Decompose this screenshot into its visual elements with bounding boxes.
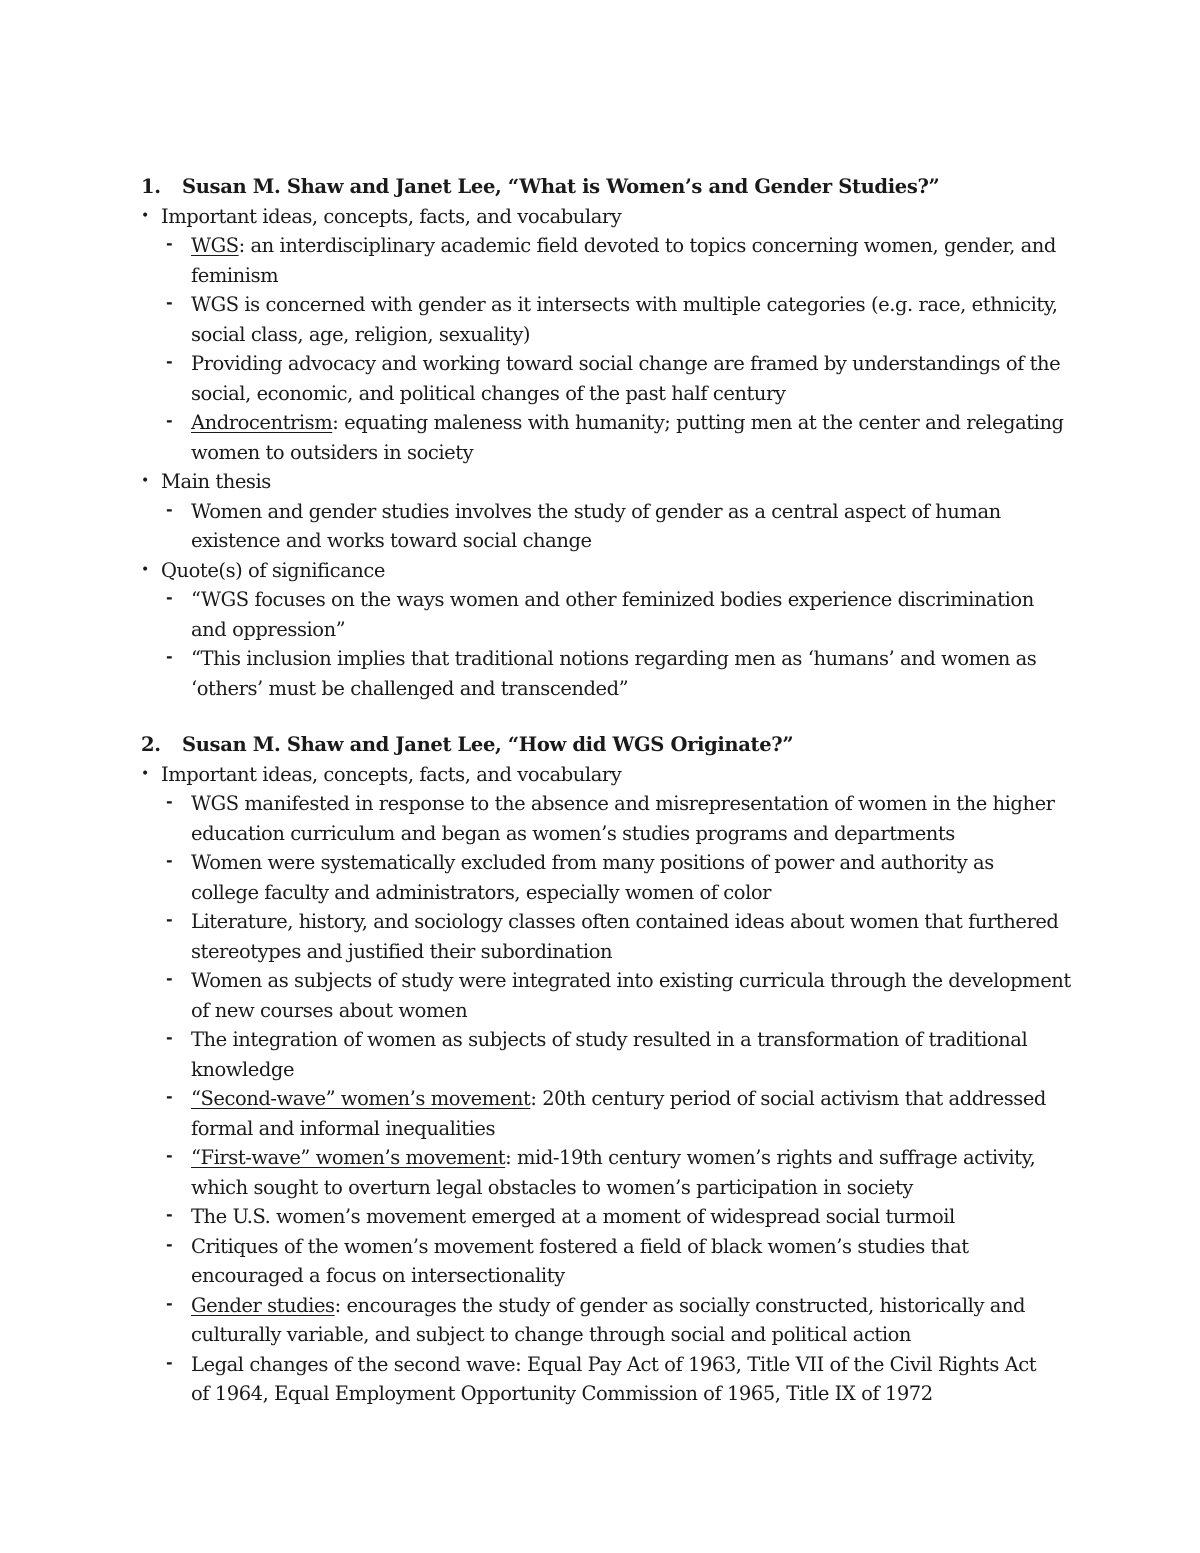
term: Androcentrism bbox=[191, 411, 333, 434]
bullet-item bbox=[0, 467, 1200, 497]
sub-text-cont: encouraged a focus on intersectionality bbox=[191, 1264, 565, 1287]
sub-text: “WGS focuses on the ways women and other feminized bodies experience discrimination bbox=[191, 588, 1034, 611]
dash-icon: - bbox=[166, 910, 173, 929]
term: “Second-wave” women’s movement bbox=[191, 1087, 531, 1110]
section-number: 1. bbox=[141, 175, 161, 198]
sub-text: Critiques of the women’s movement fostered a field of black women’s studies that bbox=[191, 1234, 969, 1258]
sub-text-cont: college faculty and administrators, especially women of color bbox=[191, 880, 772, 904]
dash-icon: - bbox=[166, 1234, 173, 1254]
dash-icon: - bbox=[166, 1205, 173, 1224]
sub-text-cont: of 1964, Equal Employment Opportunity Commission of 1965, Title IX of 1972 bbox=[191, 1382, 933, 1405]
dash-icon: - bbox=[166, 1087, 173, 1106]
sub-text: : encourages the study of gender as socially constructed, historically and bbox=[334, 1293, 1026, 1317]
dash-icon: - bbox=[166, 647, 173, 666]
sub-item bbox=[0, 1202, 1200, 1232]
bullet-label: Important ideas, concepts, facts, and vocabulary bbox=[161, 204, 622, 228]
sub-item bbox=[0, 497, 1200, 556]
sub-item bbox=[0, 966, 1200, 1025]
bullet-icon: • bbox=[141, 207, 149, 224]
sub-item bbox=[0, 1350, 1200, 1409]
dash-icon: - bbox=[166, 851, 173, 870]
term: Gender studies bbox=[191, 1293, 335, 1317]
sub-item bbox=[0, 1291, 1200, 1350]
sub-text-cont: social class, age, religion, sexuality) bbox=[191, 322, 531, 346]
sub-text: WGS is concerned with gender as it intersects with multiple categories (e.g. race, ethnicity, bbox=[191, 293, 1058, 316]
sub-item bbox=[0, 349, 1200, 408]
sub-text: Legal changes of the second wave: Equal Pay Act of 1963, Title VII of the Civil Rights Act bbox=[191, 1352, 1037, 1376]
sub-item bbox=[0, 231, 1200, 290]
section-title: Susan M. Shaw and Janet Lee, “What is Women’s and Gender Studies?” bbox=[182, 175, 940, 198]
sub-text-cont: ‘others’ must be challenged and transcended” bbox=[191, 676, 629, 700]
sub-text: Women and gender studies involves the study of gender as a central aspect of human bbox=[191, 499, 1001, 523]
section-title: Susan M. Shaw and Janet Lee, “How did WGS Originate?” bbox=[182, 733, 794, 756]
bullet-icon: • bbox=[141, 765, 149, 782]
dash-icon: - bbox=[166, 1352, 173, 1372]
sub-text: : an interdisciplinary academic field devoted to topics concerning women, gender, and bbox=[238, 234, 1056, 257]
bullet-item bbox=[0, 556, 1200, 586]
sub-text-cont: education curriculum and began as women’s studies programs and departments bbox=[191, 821, 955, 845]
sub-text: “This inclusion implies that traditional notions regarding men as ‘humans’ and women as bbox=[191, 647, 1037, 670]
sub-text-cont: women to outsiders in society bbox=[191, 440, 474, 464]
sub-item bbox=[0, 290, 1200, 349]
dash-icon: - bbox=[166, 1028, 173, 1047]
sub-text: The U.S. women’s movement emerged at a moment of widespread social turmoil bbox=[191, 1205, 955, 1228]
sub-item bbox=[0, 644, 1200, 703]
sub-text: Literature, history, and sociology classes often contained ideas about women that furthered bbox=[191, 910, 1059, 933]
sub-text-cont: of new courses about women bbox=[191, 998, 468, 1022]
dash-icon: - bbox=[166, 293, 173, 312]
sub-item bbox=[0, 1025, 1200, 1084]
term: “First-wave” women’s movement bbox=[191, 1146, 506, 1169]
section-heading bbox=[0, 730, 1200, 760]
sub-text-cont: which sought to overturn legal obstacles to women’s participation in society bbox=[191, 1175, 913, 1199]
dash-icon: - bbox=[166, 1293, 173, 1313]
sub-text: The integration of women as subjects of study resulted in a transformation of traditional bbox=[191, 1028, 1028, 1051]
term: WGS bbox=[191, 234, 239, 257]
sub-text: : 20th century period of social activism that addressed bbox=[530, 1087, 1046, 1110]
section-2 bbox=[0, 730, 1200, 1409]
sub-item bbox=[0, 907, 1200, 966]
section-heading bbox=[0, 172, 1200, 202]
bullet-item bbox=[0, 760, 1200, 790]
sub-text: : equating maleness with humanity; putting men at the center and relegating bbox=[332, 411, 1064, 434]
sub-text-cont: stereotypes and justified their subordination bbox=[191, 939, 613, 963]
section-number: 2. bbox=[141, 733, 161, 756]
dash-icon: - bbox=[166, 352, 173, 371]
dash-icon: - bbox=[166, 411, 173, 430]
sub-text-cont: knowledge bbox=[191, 1057, 295, 1081]
dash-icon: - bbox=[166, 1146, 173, 1165]
sub-item bbox=[0, 789, 1200, 848]
sub-item bbox=[0, 1084, 1200, 1143]
sub-item bbox=[0, 1143, 1200, 1202]
bullet-label: Important ideas, concepts, facts, and vocabulary bbox=[161, 762, 622, 786]
sub-text-cont: formal and informal inequalities bbox=[191, 1116, 496, 1140]
dash-icon: - bbox=[166, 969, 173, 988]
sub-text: Women were systematically excluded from many positions of power and authority as bbox=[191, 851, 994, 874]
bullet-label: Main thesis bbox=[161, 470, 271, 493]
sub-text-cont: and oppression” bbox=[191, 617, 346, 641]
dash-icon: - bbox=[166, 234, 173, 253]
dash-icon: - bbox=[166, 499, 173, 519]
sub-text: WGS manifested in response to the absence and misrepresentation of women in the higher bbox=[191, 792, 1055, 815]
sub-text-cont: existence and works toward social change bbox=[191, 529, 592, 552]
bullet-label: Quote(s) of significance bbox=[161, 558, 385, 582]
bullet-icon: • bbox=[141, 473, 149, 489]
sub-item bbox=[0, 1232, 1200, 1291]
dash-icon: - bbox=[166, 588, 173, 607]
bullet-item bbox=[0, 202, 1200, 232]
sub-text-cont: social, economic, and political changes of the past half century bbox=[191, 381, 786, 405]
sub-text: Providing advocacy and working toward social change are framed by understandings of the bbox=[191, 352, 1061, 375]
sub-text: : mid-19th century women’s rights and suffrage activity, bbox=[505, 1146, 1036, 1169]
sub-item bbox=[0, 848, 1200, 907]
sub-item bbox=[0, 585, 1200, 644]
sub-item bbox=[0, 408, 1200, 467]
dash-icon: - bbox=[166, 792, 173, 811]
sub-text-cont: feminism bbox=[191, 263, 279, 287]
sub-text-cont: culturally variable, and subject to change through social and political action bbox=[191, 1323, 912, 1346]
section-1 bbox=[0, 172, 1200, 703]
bullet-icon: • bbox=[141, 561, 149, 578]
sub-text: Women as subjects of study were integrated into existing curricula through the development bbox=[191, 969, 1071, 992]
